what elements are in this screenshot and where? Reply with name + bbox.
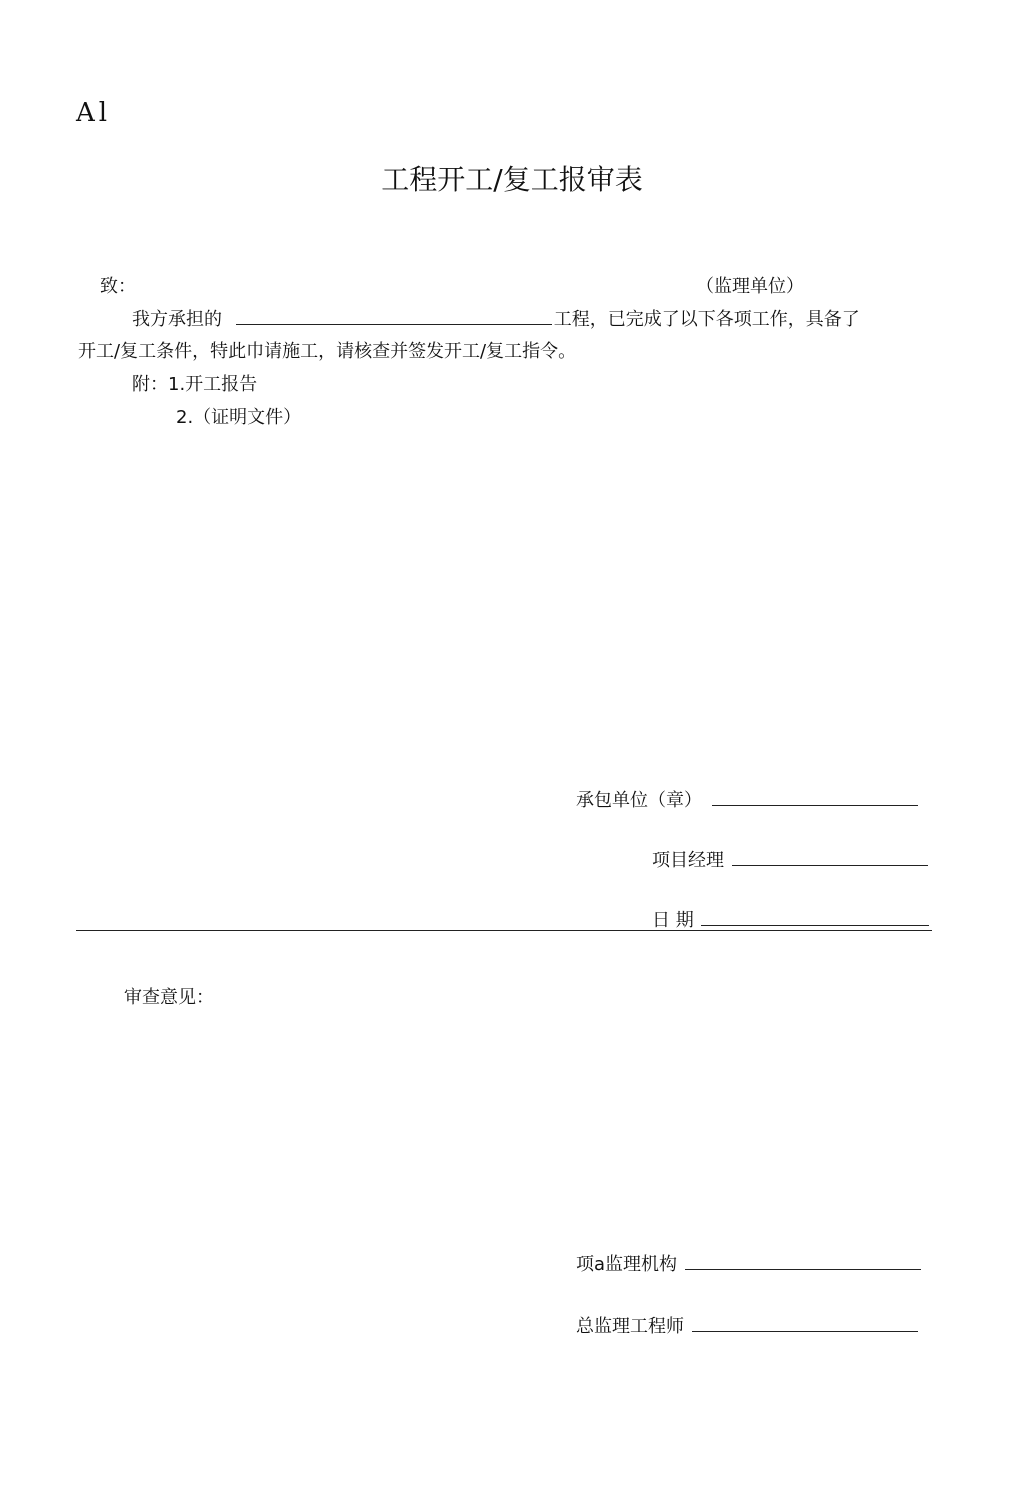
recipient-label: 致： <box>100 276 136 297</box>
supervision-unit-note: （监理单位） <box>696 276 804 297</box>
project-manager-label: 项目经理 <box>652 850 724 871</box>
attachment-item-2: 2.（证明文件） <box>176 407 302 428</box>
statement-line-2: 开工/复工条件，特此巾请施工，请核查并签发开工/复工指令。 <box>78 341 577 362</box>
project-name-blank[interactable] <box>236 306 552 325</box>
statement-prefix: 我方承担的 <box>132 309 222 330</box>
contractor-unit-row <box>576 786 918 812</box>
project-manager-blank[interactable] <box>732 847 928 866</box>
contractor-unit-label: 承包单位（章） <box>576 790 702 811</box>
contractor-unit-blank[interactable] <box>712 787 918 806</box>
project-manager-row <box>652 846 928 872</box>
review-opinion-label: 审查意见： <box>124 987 214 1008</box>
chief-engineer-blank[interactable] <box>692 1313 918 1332</box>
chief-engineer-row <box>576 1312 918 1338</box>
date-row <box>652 906 929 932</box>
chief-engineer-label: 总监理工程师 <box>576 1316 684 1337</box>
supervision-org-row <box>576 1250 921 1276</box>
attachment-item-1: 附：1.开工报告 <box>132 374 258 395</box>
date-blank[interactable] <box>701 907 929 926</box>
page-title: 工程开工/复工报审表 <box>381 163 643 196</box>
form-code: Al <box>76 98 112 128</box>
statement-line-1 <box>132 305 860 331</box>
section-divider <box>76 930 932 931</box>
supervision-org-label: 项a监理机构 <box>576 1254 678 1275</box>
statement-suffix: 工程，已完成了以下各项工作，具备了 <box>553 309 860 330</box>
supervision-org-blank[interactable] <box>685 1251 921 1270</box>
date-label: 日 期 <box>652 910 694 931</box>
